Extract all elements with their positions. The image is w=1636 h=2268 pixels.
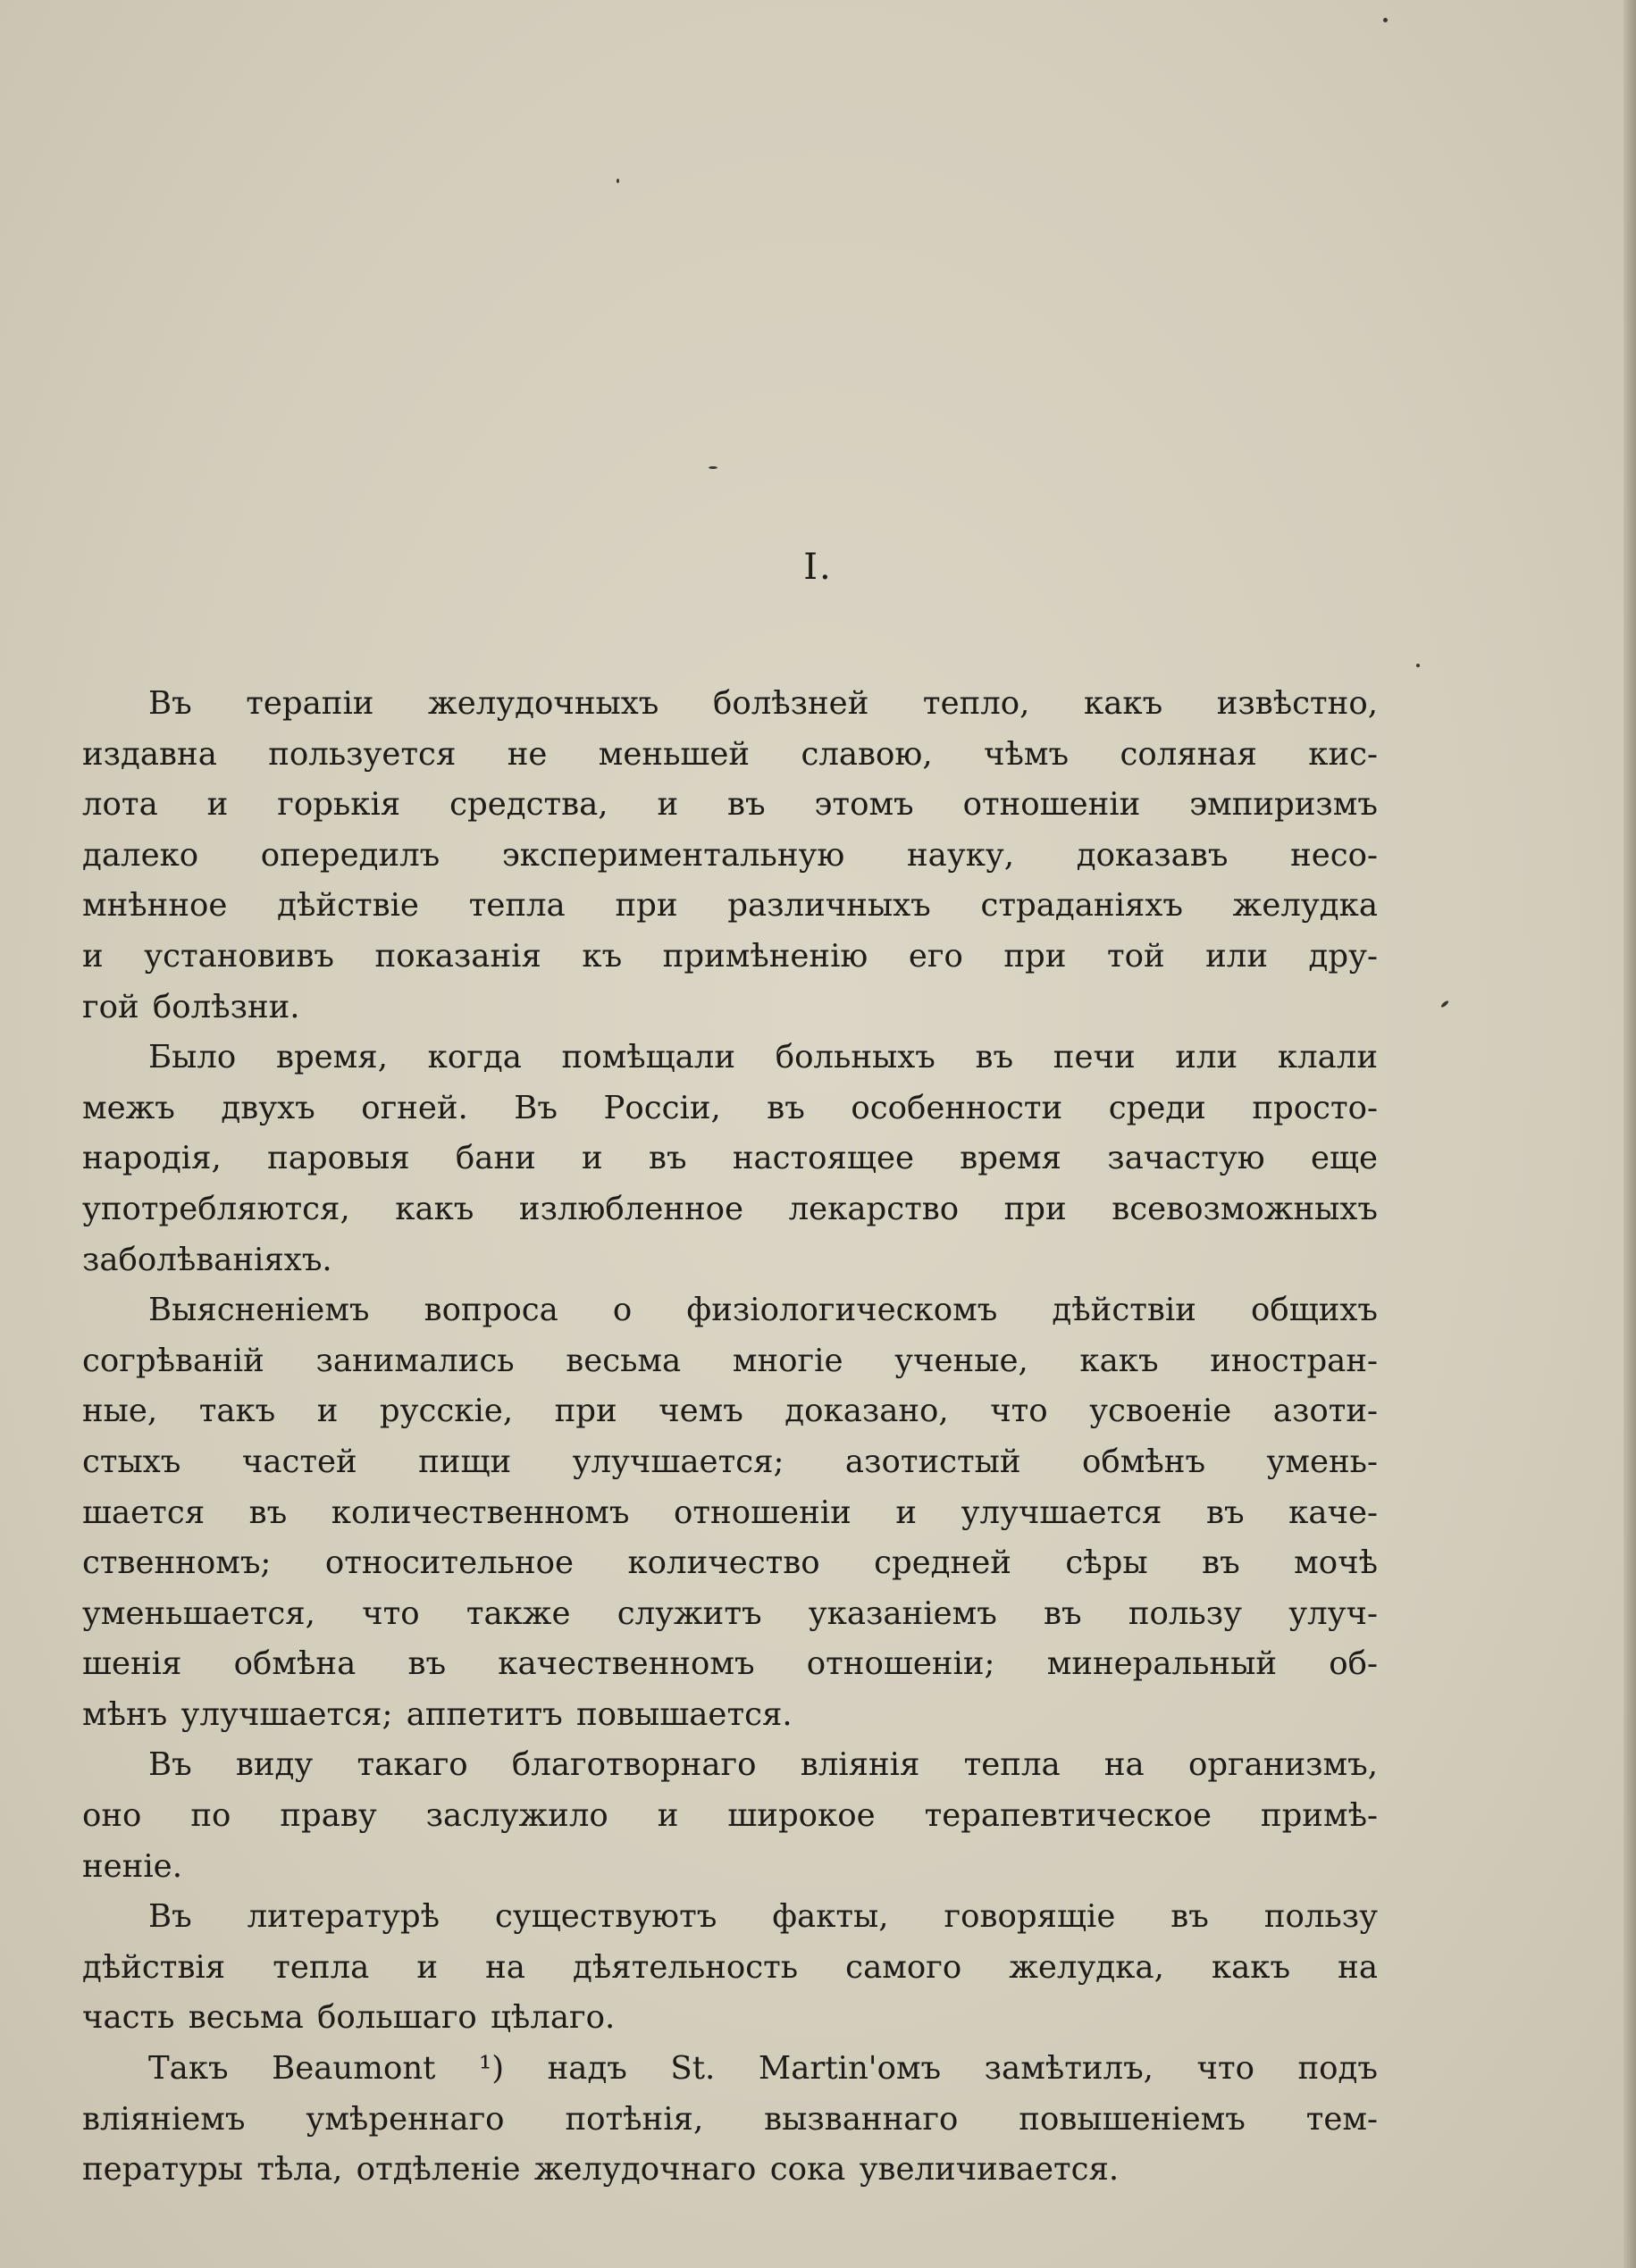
text-line: вліяніемъ умѣреннаго потѣнія, вызваннаго повышеніемъ тем- — [82, 2100, 1378, 2138]
text-line: Такъ Beaumont ¹) надъ St. Martin'омъ замѣтилъ, что подъ — [148, 2050, 1378, 2088]
text-line: Въ терапіи желудочныхъ болѣзней тепло, какъ извѣстно, — [148, 685, 1378, 722]
paragraph — [82, 1033, 1378, 1285]
print-speck — [1383, 18, 1388, 22]
text-line: далеко опередилъ экспериментальную науку, доказавъ несо- — [82, 836, 1378, 874]
body-text — [82, 679, 1378, 2196]
print-speck — [1440, 1000, 1449, 1008]
text-line: Въ литературѣ существуютъ факты, говорящіе въ пользу — [148, 1898, 1378, 1936]
paragraph — [82, 1740, 1378, 1892]
text-line: заболѣваніяхъ. — [82, 1241, 332, 1278]
chapter-heading: I. — [803, 547, 833, 588]
text-line: согрѣваній занимались весьма многіе ученые, какъ иностран- — [82, 1342, 1378, 1379]
text-line: дѣйствія тепла и на дѣятельность самого желудка, какъ на — [82, 1948, 1378, 1986]
text-line: оно по праву заслужило и широкое терапевтическое примѣ- — [82, 1797, 1378, 1835]
paragraph — [82, 2044, 1378, 2196]
text-line: Выясненіемъ вопроса о физіологическомъ дѣйствіи общихъ — [148, 1292, 1378, 1329]
paragraph — [82, 1285, 1378, 1740]
text-line: мнѣнное дѣйствіе тепла при различныхъ страданіяхъ желудка — [82, 887, 1378, 925]
text-line: Было время, когда помѣщали больныхъ въ печи или клали — [148, 1039, 1378, 1076]
paragraph — [82, 1892, 1378, 2044]
page-spine-shadow — [1623, 0, 1636, 2268]
text-line: гой болѣзни. — [82, 988, 300, 1025]
text-line: мѣнъ улучшается; аппетитъ повышается. — [82, 1695, 793, 1733]
text-line: ные, такъ и русскіе, при чемъ доказано, что усвоеніе азоти- — [82, 1393, 1378, 1430]
print-speck — [709, 466, 717, 469]
text-line: и установивъ показанія къ примѣненію его при той или дру- — [82, 937, 1378, 975]
text-line: народія, паровыя бани и въ настоящее время зачастую еще — [82, 1140, 1378, 1177]
text-line: шается въ количественномъ отношеніи и улучшается въ каче- — [82, 1494, 1378, 1531]
text-line: уменьшается, что также служитъ указаніемъ въ пользу улуч- — [82, 1594, 1378, 1632]
text-line: издавна пользуется не меньшей славою, чѣмъ соляная кис- — [82, 735, 1378, 773]
text-line: шенія обмѣна въ качественномъ отношеніи; минеральный об- — [82, 1645, 1378, 1683]
text-line: Въ виду такаго благотворнаго вліянія тепла на организмъ, — [148, 1746, 1378, 1784]
text-line: стыхъ частей пищи улучшается; азотистый обмѣнъ умень- — [82, 1443, 1378, 1480]
print-speck — [617, 179, 619, 183]
text-line: неніе. — [82, 1847, 182, 1885]
text-line: часть весьма большаго цѣлаго. — [82, 1999, 616, 2037]
print-speck — [1416, 664, 1420, 667]
paragraph — [82, 679, 1378, 1033]
text-line: пературы тѣла, отдѣленіе желудочнаго сока увеличивается. — [82, 2151, 1120, 2188]
text-line: межъ двухъ огней. Въ Россіи, въ особенности среди просто- — [82, 1089, 1378, 1126]
text-line: употребляются, какъ излюбленное лекарство при всевозможныхъ — [82, 1190, 1378, 1227]
text-line: лота и горькія средства, и въ этомъ отношеніи эмпиризмъ — [82, 786, 1378, 824]
text-line: ственномъ; относительное количество средней сѣры въ мочѣ — [82, 1544, 1378, 1582]
